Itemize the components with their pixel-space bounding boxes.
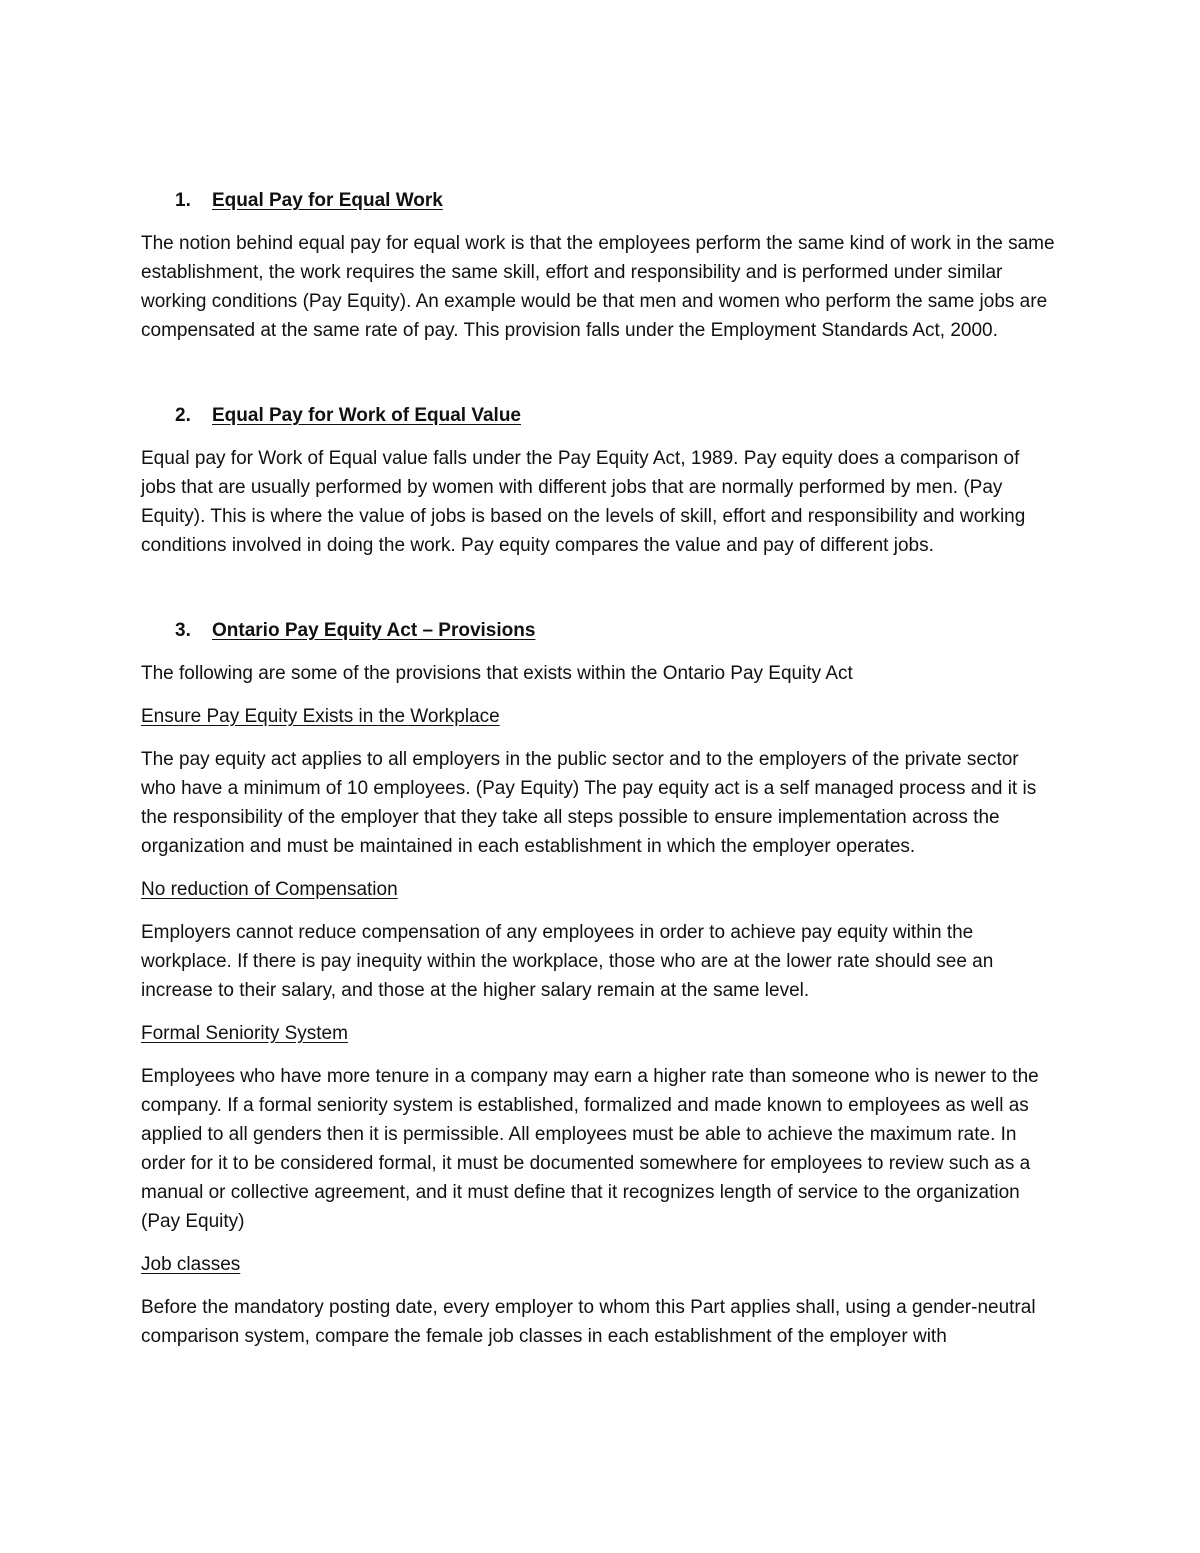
section-1-paragraph: The notion behind equal pay for equal work is that the employees perform the same kind of work in the same establishment, the work requires the same skill, effort and responsibility and is performed under similar working conditions (Pay Equity). An example would be that men and women who perform the same jobs are compensated at the same rate of pay. This provision falls under the Employment Standards Act, 2000.: [141, 233, 1055, 341]
subsection-title-seniority: Formal Seniority System: [141, 1023, 348, 1044]
spacer: [141, 574, 1056, 616]
subsection-title-ensure-pay-equity: Ensure Pay Equity Exists in the Workplace: [141, 706, 500, 727]
subsection-text-job-classes: Before the mandatory posting date, every employer to whom this Part applies shall, using a gender-neutral comparison system, compare the female job classes in each establishment of the employer with: [141, 1297, 1036, 1347]
subsection-title-no-reduction: No reduction of Compensation: [141, 879, 398, 900]
subsection-text-no-reduction: Employers cannot reduce compensation of any employees in order to achieve pay equity within the workplace. If there is pay inequity within the workplace, those who are at the lower rate should see an increase to their salary, and those at the higher salary remain at the same level.: [141, 922, 994, 1001]
section-title: Equal Pay for Work of Equal Value: [212, 405, 522, 426]
section-title: Equal Pay for Equal Work: [212, 190, 443, 211]
section-2-paragraph: Equal pay for Work of Equal value falls under the Pay Equity Act, 1989. Pay equity does a comparison of jobs that are usually performed by women with different jobs that are normally performed by men. (Pay Equity). This is where the value of jobs is based on the levels of skill, effort and responsibility and working conditions involved in doing the work. Pay equity compares the value and pay of different jobs.: [141, 448, 1026, 556]
section-number: 1.: [175, 190, 191, 211]
spacer: [141, 359, 1056, 401]
document-body: [141, 186, 1056, 1365]
section-title: Ontario Pay Equity Act – Provisions: [212, 620, 536, 641]
subsection-title-job-classes: Job classes: [141, 1254, 241, 1275]
section-number: 3.: [175, 620, 191, 641]
section-heading-2: [141, 401, 1056, 430]
subsection-text-ensure-pay-equity: The pay equity act applies to all employers in the public sector and to the employers of the private sector who have a minimum of 10 employees. (Pay Equity) The pay equity act is a self managed process and it is the responsibility of the employer that they take all steps possible to ensure implementation across the organization and must be maintained in each establishment in which the employer operates.: [141, 749, 1037, 857]
section-number: 2.: [175, 405, 191, 426]
subsection-text-seniority: Employees who have more tenure in a company may earn a higher rate than someone who is newer to the company. If a formal seniority system is established, formalized and made known to employees as well as applied to all genders then it is permissible. All employees must be able to achieve the maximum rate. In order for it to be considered formal, it must be documented somewhere for employees to review such as a manual or collective agreement, and it must define that it recognizes length of service to the organization (Pay Equity): [141, 1066, 1039, 1232]
section-heading-1: [141, 186, 1056, 215]
section-heading-3: [141, 616, 1056, 645]
section-3-intro: The following are some of the provisions that exists within the Ontario Pay Equity Act: [141, 663, 853, 684]
